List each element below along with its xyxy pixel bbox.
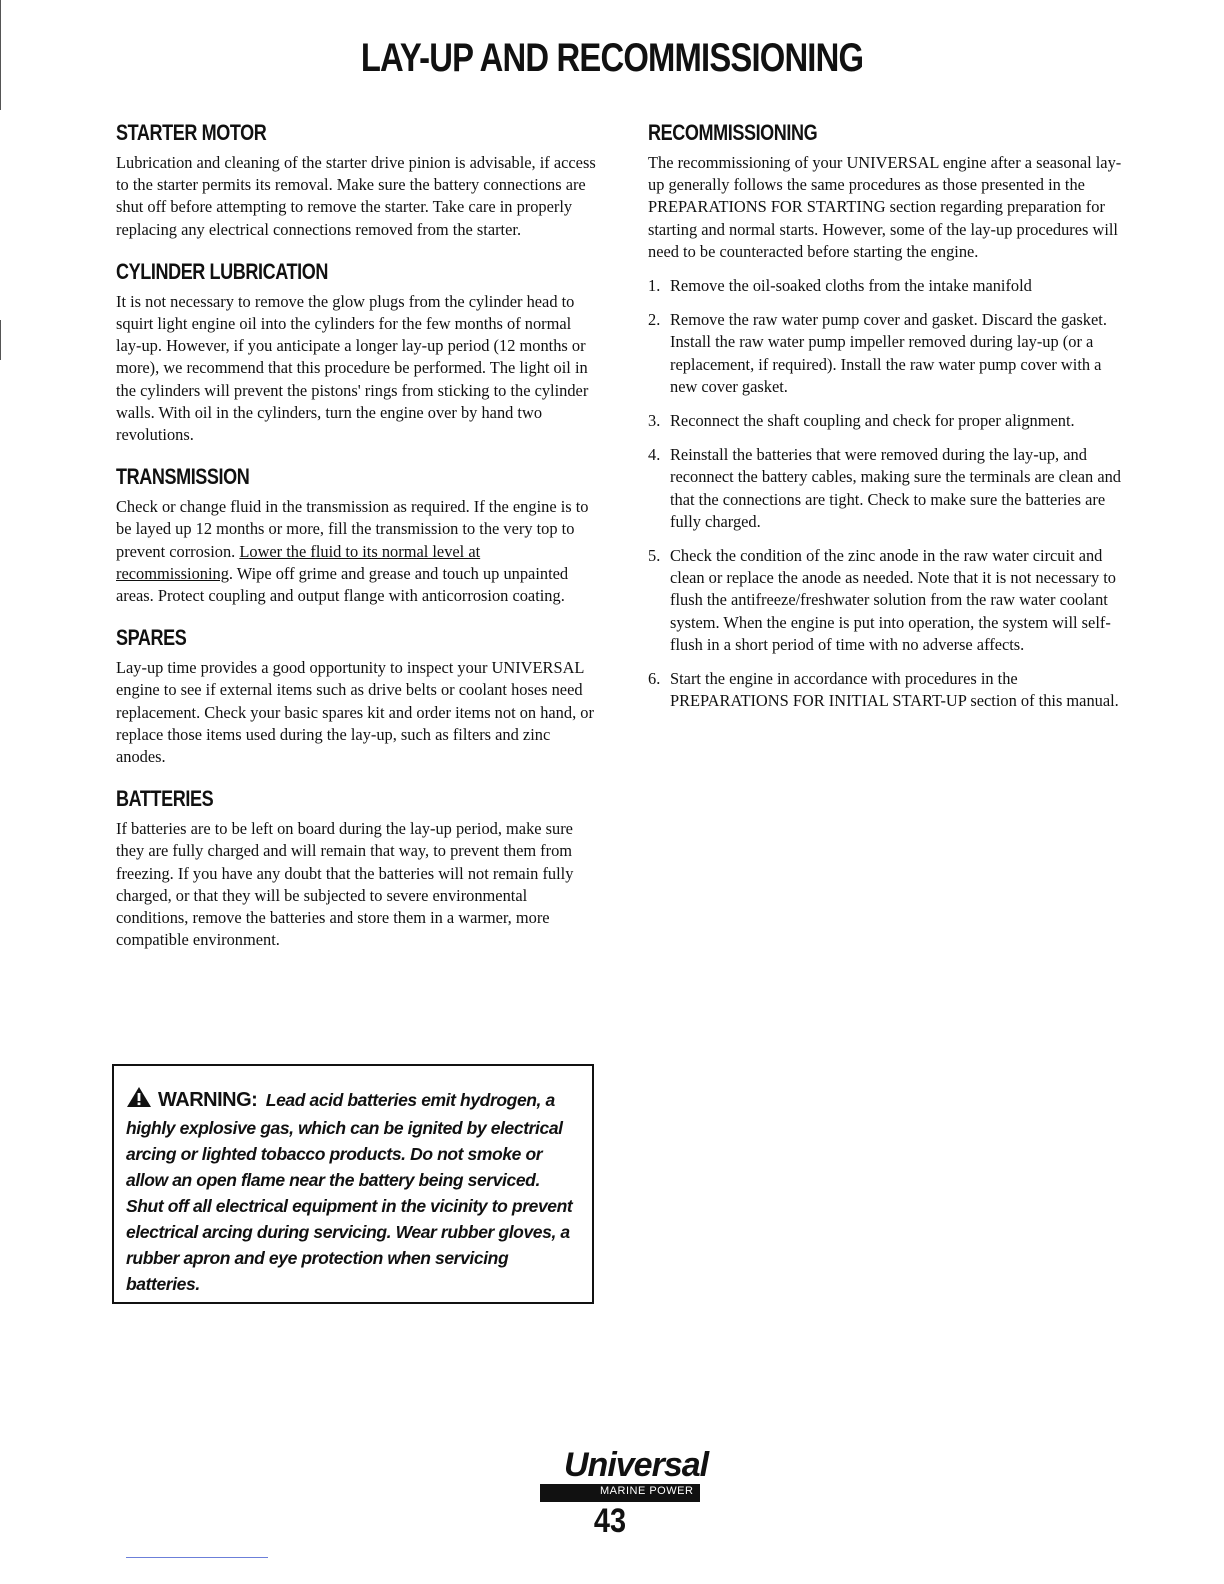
spares-section [116,625,598,768]
page-number: 43 [593,1502,627,1540]
batteries-section [116,786,598,951]
page-title: LAY-UP AND RECOMMISSIONING [360,36,864,80]
right-column [648,120,1124,730]
step-item [648,309,1124,398]
step-item [648,275,1124,297]
recommissioning-intro: The recommissioning of your UNIVERSAL engine after a seasonal lay-up generally follows the same procedures as those presented in the PREPARATIONS FOR STARTING section regarding preparation for starting and normal starts. However, some of the lay-up procedures will need to be counteracted before starting the engine. [648,153,1122,261]
cylinder-lubrication-heading: CYLINDER LUBRICATION [116,258,328,284]
batteries-text: If batteries are to be left on board during the lay-up period, make sure they are fully charged and will remain that way, to prevent them from freezing. If you have any doubt that the batteries will not remain fully charged, or that they will be subjected to severe environmental conditions, remove the batteries and store them in a warmer, more compatible environment. [116,819,574,950]
spares-heading: SPARES [116,625,187,651]
step-text: Reinstall the batteries that were removed during the lay-up, and reconnect the battery cables, making sure the terminals are clean and that the connections are tight. Check to make sure the batteries are fully charged. [670,445,1121,531]
step-number: 3. [648,411,661,431]
transmission-text-after: . Wipe off grime and grease and touch up unpainted areas. Protect coupling and output flange with anticorrosion coating. [116,563,569,606]
step-item [648,410,1124,432]
step-item [648,545,1124,656]
starter-motor-text: Lubrication and cleaning of the starter drive pinion is advisable, if access to the starter permits its removal. Make sure the battery connections are shut off before attempting to remove the starter. Take care in properly replacing any electrical connections removed from the starter. [116,153,596,239]
recommissioning-heading: RECOMMISSIONING [648,120,818,145]
transmission-text-before: Check or change fluid in the transmission as required. If the engine is to be layed up 12 months or more, fill the transmission to the very top to prevent corrosion. [116,497,589,561]
logo-tagline: MARINE POWER [600,1485,694,1497]
transmission-heading: TRANSMISSION [116,464,250,490]
spares-text: Lay-up time provides a good opportunity to inspect your UNIVERSAL engine to see if external items such as drive belts or coolant hoses need replacement. Check your basic spares kit and order items not on hand, or replace those items used during the lay-up, such as filters and zinc anodes. [116,658,594,767]
footer-rule [126,1557,268,1558]
transmission-text [116,496,598,607]
scan-edge-mark [0,320,1,360]
step-text: Start the engine in accordance with procedures in the PREPARATIONS FOR INITIAL START-UP section of this manual. [670,669,1119,711]
step-number: 1. [648,276,661,296]
universal-logo [540,1446,709,1502]
battery-warning-box [112,1064,594,1304]
batteries-heading: BATTERIES [116,786,214,812]
left-column [116,120,598,969]
warning-triangle-icon [126,1086,152,1115]
recommissioning-section [648,120,1124,712]
step-number: 6. [648,669,661,689]
scan-edge-mark [0,0,1,110]
cylinder-lubrication-section [116,259,598,446]
logo-wordmark: Universal [564,1446,709,1484]
step-text: Check the condition of the zinc anode in the raw water circuit and clean or replace the anode as needed. Note that it is not necessary to flush the antifreeze/freshwater solution from the raw water coolant system. When the engine is put into operation, the system will self-flush in a short period of time with no adverse affects. [670,546,1117,654]
step-item [648,668,1124,712]
step-number: 4. [648,445,661,465]
step-text: Reconnect the shaft coupling and check for proper alignment. [670,411,1075,431]
starter-motor-heading: STARTER MOTOR [116,120,267,145]
transmission-section [116,464,598,607]
recommissioning-steps [648,275,1124,712]
cylinder-lubrication-text: It is not necessary to remove the glow plugs from the cylinder head to squirt light engine oil into the cylinders for the few months of normal lay-up. However, if you anticipate a longer lay-up period (12 months or more), we recommend that this procedure be performed. The light oil in the cylinders will prevent the pistons' rings from sticking to the cylinder walls. With oil in the cylinders, turn the engine over by hand two revolutions. [116,291,589,445]
starter-motor-section [116,120,598,241]
step-text: Remove the raw water pump cover and gasket. Discard the gasket. Install the raw water pump impeller removed during lay-up (or a replacement, if required). Install the raw water pump cover with a new cover gasket. [670,310,1107,396]
transmission-text-underlined: Lower the fluid to its normal level at recommissioning [116,541,481,583]
step-number: 5. [648,546,661,566]
step-number: 2. [648,310,661,330]
warning-text-block [126,1086,578,1297]
step-text: Remove the oil-soaked cloths from the intake manifold [670,276,1032,296]
step-item [648,444,1124,533]
warning-message: Lead acid batteries emit hydrogen, a highly explosive gas, which can be ignited by electrical arcing or lighted tobacco products. Do not smoke or allow an open flame near the battery being serviced. Shut off all electrical equipment in the vicinity to prevent electrical arcing during servicing. Wear rubber gloves, a rubber apron and eye protection when servicing batteries. [126,1090,573,1294]
warning-label: WARNING: [158,1089,258,1111]
